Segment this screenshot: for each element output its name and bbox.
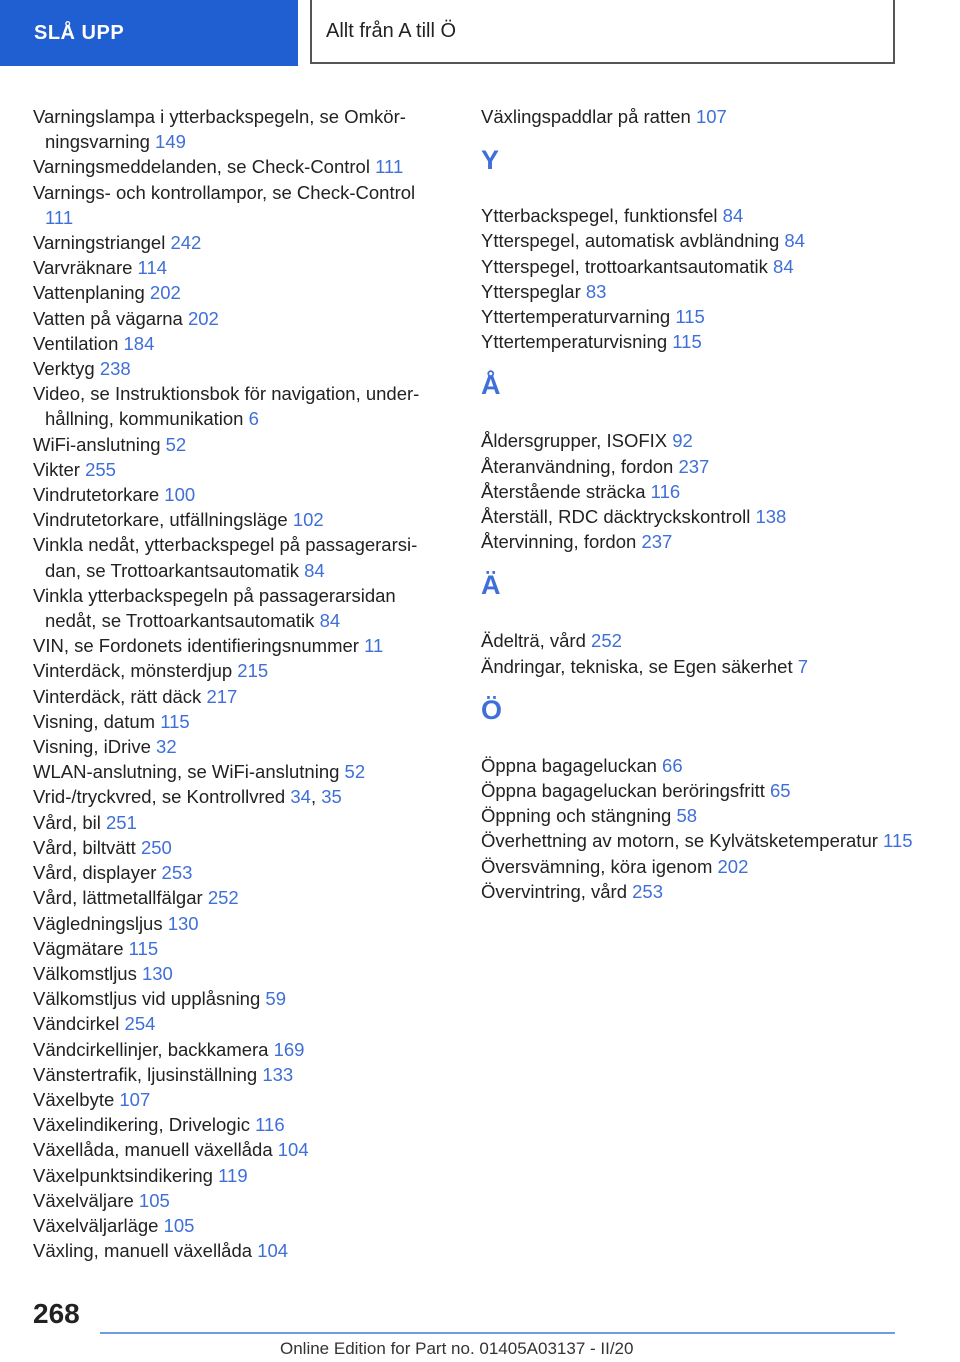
index-entry-text: Vattenplaning [33, 282, 145, 304]
index-entry-text: Ytterspeglar [481, 280, 581, 302]
page-reference-link[interactable]: 104 [277, 1139, 309, 1161]
index-entry [33, 1213, 443, 1238]
page-reference-link[interactable]: 251 [106, 811, 137, 833]
index-entry-text: Vinkla nedåt, ytterbackspegel på passagerarsidan, se Trottoarkantsautomatik [33, 534, 418, 581]
index-entry [33, 482, 443, 507]
index-entry-text: Växelpunktsindikering [33, 1164, 213, 1186]
page-reference-link[interactable]: 107 [695, 106, 727, 127]
index-entry-text: Vikter [33, 458, 80, 480]
page-reference-link[interactable]: 237 [641, 531, 673, 553]
page-reference-link[interactable]: 105 [138, 1189, 170, 1211]
index-entry-text: Vinkla ytterbackspegeln på passagerarsidan nedåt, se Trottoarkantsautomatik [33, 584, 396, 632]
index-entry-text: Växellåda, manuell växellåda [33, 1139, 273, 1161]
index-entry [33, 280, 443, 305]
page-reference-link[interactable]: 116 [650, 480, 681, 502]
index-entry-text: Ytterbackspegel, funktionsfel [481, 205, 718, 227]
index-entry-text: Varningstriangel [33, 232, 166, 254]
index-entry-text: Överhettning av motorn, se Kylvätsketemperatur [481, 830, 878, 852]
page-reference-link[interactable]: 238 [99, 358, 131, 380]
page-reference-link[interactable]: 253 [632, 880, 664, 902]
index-column-right [481, 104, 921, 904]
index-entry [33, 810, 443, 835]
index-entry-text: Verktyg [33, 358, 95, 380]
index-entry-text: Vindrutetorkare, utfällningsläge [33, 509, 288, 531]
index-entry [481, 854, 921, 879]
index-entry [481, 329, 921, 354]
index-entry-text: Återanvändning, fordon [481, 455, 674, 477]
index-entry-text: Vatten på vägarna [33, 307, 183, 329]
index-entry-text: Yttertemperaturvarning [481, 306, 671, 328]
page-header [310, 0, 895, 64]
index-entry-text: Ädelträ, vård [481, 630, 586, 652]
index-entry-text: Vård, displayer [33, 862, 157, 884]
index-entry-text: Ventilation [33, 332, 119, 354]
page-reference-link[interactable]: 59 [265, 988, 286, 1010]
index-entry-text: Visning, iDrive [33, 736, 151, 758]
index-entry [481, 428, 921, 453]
page-reference-link[interactable]: 237 [678, 455, 710, 477]
index-entry [33, 1037, 443, 1062]
index-entry-text: Växelväljarläge [33, 1214, 159, 1236]
index-entry [33, 860, 443, 885]
index-letter-heading: Ä [481, 570, 501, 601]
index-entry [33, 532, 443, 582]
page-reference-link[interactable]: 65 [770, 780, 791, 802]
footer-edition: Online Edition for Part no. 01405A03137 - II/20 [280, 1339, 634, 1358]
section-tab-label: SLÅ UPP [34, 21, 125, 44]
page-reference-link[interactable]: 252 [591, 630, 622, 652]
page-reference-link[interactable]: 100 [164, 484, 196, 506]
index-entry-text: Vård, bil [33, 811, 101, 833]
index-entry [33, 432, 443, 457]
index-entry [481, 454, 921, 479]
page-reference-link[interactable]: 32 [156, 736, 177, 758]
index-letter-heading: Y [481, 145, 500, 176]
page-title: Allt från A till Ö [326, 19, 457, 42]
page-reference-link[interactable]: 119 [218, 1164, 248, 1186]
index-entry [481, 828, 921, 853]
index-entry-text: Öppning och stängning [481, 805, 672, 827]
index-entry-text: Varningsmeddelanden, se Check-Control [33, 156, 370, 178]
index-entry [33, 734, 443, 759]
index-entry-text: Vändcirkel [33, 1013, 120, 1035]
page-reference-link[interactable]: 115 [675, 306, 705, 328]
index-entry [33, 331, 443, 356]
index-entry-text: Vändcirkellinjer, backkamera [33, 1038, 269, 1060]
page-reference-link[interactable]: 84 [319, 610, 341, 632]
index-entry-text: Växling, manuell växellåda [33, 1240, 253, 1262]
page-reference-link[interactable]: 102 [292, 509, 324, 531]
index-entry-text: Visning, datum [33, 710, 156, 732]
page-reference-link[interactable]: 202 [717, 855, 749, 877]
page-reference-link[interactable]: 115 [672, 331, 702, 353]
index-entry-text: Övervintring, vård [481, 880, 627, 902]
index-entry [33, 457, 443, 482]
index-entry [33, 154, 443, 179]
page-reference-link[interactable]: 242 [170, 232, 202, 254]
index-entry [481, 753, 921, 778]
index-entry-text: Ytterspegel, trottoarkantsautomatik [481, 255, 768, 277]
index-column-left [33, 104, 443, 1263]
index-entry [481, 479, 921, 504]
index-entry [481, 203, 921, 228]
page-reference-link[interactable]: 169 [273, 1038, 305, 1060]
index-entry-text: Vägledningsljus [33, 912, 163, 934]
page-reference-link[interactable]: 92 [672, 430, 693, 452]
index-entry-text: Växelindikering, Drivelogic [33, 1114, 250, 1136]
page-reference-link[interactable]: 83 [585, 280, 607, 302]
index-entry [481, 529, 921, 554]
index-entry [33, 1112, 443, 1137]
index-entry [481, 879, 921, 904]
page-reference-link[interactable]: 114 [137, 257, 168, 279]
index-entry-text: Ytterspegel, automatisk avbländning [481, 230, 780, 252]
index-entry [33, 1188, 443, 1213]
page-reference-link[interactable]: 84 [304, 559, 325, 581]
index-entry [33, 936, 443, 961]
page-reference-link[interactable]: 84 [784, 230, 805, 252]
page-reference-link[interactable]: 202 [187, 307, 219, 329]
page-reference-link[interactable]: 111 [375, 156, 404, 178]
page-reference-link[interactable]: 217 [206, 685, 238, 707]
index-letter-heading: Ö [481, 694, 503, 725]
index-entry [33, 583, 443, 633]
index-entry [481, 628, 921, 653]
index-entry [33, 507, 443, 532]
page-reference-link[interactable]: 84 [773, 255, 794, 277]
page-reference-link[interactable]: 104 [257, 1240, 289, 1262]
page-reference-link[interactable]: 255 [85, 458, 116, 480]
index-entry-text: Växelväljare [33, 1189, 134, 1211]
index-entry [481, 279, 921, 304]
index-entry-text: Yttertemperaturvisning [481, 331, 668, 353]
index-entry [33, 709, 443, 734]
page-reference-link[interactable]: 215 [237, 660, 269, 682]
section-tab[interactable] [0, 0, 298, 66]
index-entry [33, 1087, 443, 1112]
index-entry [33, 255, 443, 280]
index-entry [33, 658, 443, 683]
index-entry-text: Växelbyte [33, 1088, 115, 1110]
page-reference-link[interactable]: 250 [140, 836, 172, 858]
index-entry [33, 759, 443, 784]
index-entry-text: Öppna bagageluckan [481, 754, 657, 776]
page-reference-link[interactable]: 149 [155, 131, 186, 153]
page-reference-link[interactable]: 254 [124, 1013, 156, 1035]
page-reference-link[interactable]: 111 [45, 206, 74, 228]
index-entry [33, 961, 443, 986]
index-entry-text: Ändringar, tekniska, se Egen säkerhet [481, 655, 793, 677]
index-entry [481, 304, 921, 329]
index-entry-text: Varvräknare [33, 257, 133, 279]
index-entry-text: Varnings- och kontrollampor, se Check-Control [33, 181, 416, 203]
index-entry [481, 778, 921, 803]
page-reference-link[interactable]: 115 [128, 937, 159, 959]
index-entry [33, 986, 443, 1011]
page-reference-link[interactable]: 52 [165, 433, 187, 455]
page-reference-link[interactable]: 58 [676, 805, 698, 827]
index-entry-text: Återställ, RDC däcktryckskontroll [481, 506, 751, 528]
index-entry [481, 228, 921, 253]
index-entry [33, 104, 443, 154]
footer-divider [100, 1332, 895, 1334]
index-entry [33, 306, 443, 331]
index-entry [481, 104, 921, 129]
index-entry-text: Varningslampa i ytterbackspegeln, se Omkörningsvarning [33, 106, 406, 153]
page-reference-link[interactable]: 84 [722, 205, 744, 227]
index-entry-text: Åldersgrupper, ISOFIX [481, 430, 668, 452]
index-entry [33, 835, 443, 860]
page-reference-link[interactable]: 130 [167, 912, 199, 934]
index-entry [33, 1137, 443, 1162]
index-letter-heading: Å [481, 370, 501, 401]
index-entry [33, 1238, 443, 1263]
index-entry-text: Vård, lättmetallfälgar [33, 887, 203, 909]
index-entry [33, 381, 443, 431]
index-entry-text: WLAN-anslutning, se WiFi-anslutning [33, 761, 340, 783]
index-entry-text: Vård, biltvätt [33, 836, 136, 858]
index-entry [481, 803, 921, 828]
index-entry [481, 254, 921, 279]
index-entry [33, 633, 443, 658]
page-reference-link[interactable]: 252 [207, 887, 239, 909]
index-entry [33, 1011, 443, 1036]
index-entry-text: Vägmätare [33, 937, 124, 959]
index-entry-text: Video, se Instruktionsbok för navigation, underhållning, kommunikation [33, 383, 420, 430]
index-entry-text: Välkomstljus [33, 962, 137, 984]
index-entry-text: Återstående sträcka [481, 480, 646, 502]
index-entry-text: Återvinning, fordon [481, 531, 637, 553]
index-entry [33, 180, 443, 230]
index-entry-text: Vindrutetorkare [33, 484, 160, 506]
page-reference-link[interactable]: 7 [797, 655, 809, 677]
page-reference-link[interactable]: 6 [248, 408, 259, 430]
index-entry-text: WiFi-anslutning [33, 433, 161, 455]
index-entry-text: Vrid-/tryckvred, se Kontrollvred [33, 786, 286, 808]
page-reference-link[interactable]: 253 [161, 862, 193, 884]
index-entry [33, 684, 443, 709]
page-reference-link[interactable]: 115 [883, 830, 913, 852]
page-reference-link[interactable]: 116 [255, 1114, 285, 1136]
page-reference-link[interactable]: 115 [160, 710, 190, 732]
page-reference-link[interactable]: 133 [262, 1063, 294, 1085]
page-reference-link[interactable]: 66 [662, 754, 683, 776]
index-entry [33, 911, 443, 936]
index-entry [481, 504, 921, 529]
page-reference-link[interactable]: 52 [344, 761, 366, 783]
index-entry-text: Välkomstljus vid upplåsning [33, 988, 261, 1010]
page-number: 268 [33, 1298, 80, 1329]
index-entry [33, 1163, 443, 1188]
page-reference-link[interactable]: 34 [290, 786, 311, 808]
index-entry-text: Öppna bagageluckan beröringsfritt [481, 780, 765, 802]
index-entry-text: Översvämning, köra igenom [481, 855, 713, 877]
page-reference-link[interactable]: 35 [321, 786, 342, 808]
index-entry-text: VIN, se Fordonets identifieringsnummer [33, 635, 359, 657]
page-reference-link[interactable]: 107 [119, 1088, 151, 1110]
page-reference-link[interactable]: 184 [123, 332, 155, 354]
index-entry [33, 230, 443, 255]
page-reference-link[interactable]: 138 [755, 506, 787, 528]
index-entry-text: Växlingspaddlar på ratten [481, 106, 691, 127]
index-entry-text: Vänstertrafik, ljusinställning [33, 1063, 258, 1085]
index-entry: Vrid-/tryckvred, se Kontrollvred 34, 35 [33, 786, 342, 808]
index-entry [481, 654, 921, 679]
page-reference-link[interactable]: 202 [149, 282, 181, 304]
index-entry-text: Vinterdäck, rätt däck [33, 685, 202, 707]
index-entry [33, 1062, 443, 1087]
page-reference-link[interactable]: 105 [163, 1214, 195, 1236]
page-reference-link[interactable]: 11 [364, 635, 384, 657]
index-entry-text: Vinterdäck, mönsterdjup [33, 660, 233, 682]
page-reference-link[interactable]: 130 [141, 962, 173, 984]
index-entry [33, 885, 443, 910]
index-entry [33, 356, 443, 381]
